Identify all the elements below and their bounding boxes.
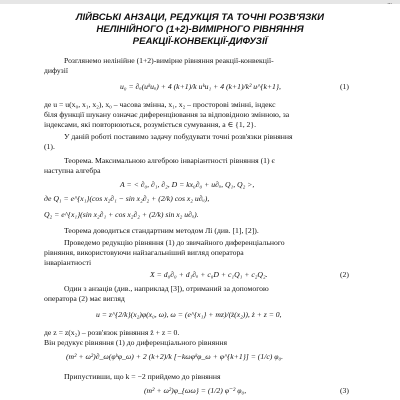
algebra-equation: A = < ∂₀, ∂₁, ∂₂, D = kx₀∂₀ + u∂ᵤ, Q₁, Q₂ >, — [120, 180, 255, 189]
page-top-border — [0, 0, 400, 4]
reduce-line: Він редукує рівняння (1) до диференціального рівняння — [44, 338, 227, 347]
reduction-line-3: інваріантності — [44, 258, 92, 267]
equation-3-number: (3) — [340, 386, 349, 395]
title-line-3: РЕАКЦІЇ-КОНВЕКЦІЇ-ДИФУЗІЇ — [132, 36, 268, 47]
equation-1-number: (1) — [340, 82, 349, 91]
intro-line-2: дифузії — [44, 66, 68, 75]
theorem-line-2: наступна алгебра — [44, 166, 101, 175]
q2-definition: Q₂ = e^{x₁}(sin x₂∂₁ + cos x₂∂₂ + (2/k) sin x₂ u∂ᵤ). — [44, 210, 199, 219]
definition-line-3: індексами, які повторюються, розуміється сумування, a ∈ {1, 2}. — [44, 120, 256, 129]
q1-definition: де Q₁ = e^{x₁}(cos x₂∂₁ − sin x₂∂₂ + (2/k) cos x₂ u∂ᵤ), — [44, 194, 210, 203]
assumption-line: Припустивши, що k = −2 прийдемо до рівняння — [64, 372, 221, 381]
intro-line-1: Розглянемо нелінійне (1+2)-вимірне рівняння реакції-конвекції- — [64, 56, 274, 65]
task-line-2: (1). — [44, 142, 55, 151]
z-definition-line: де z = z(x₂) – розв'язок рівняння z̈ + z = 0. — [44, 328, 180, 337]
running-header: ... — [387, 0, 392, 6]
equation-2: X = d₀∂₀ + d₁∂ₐ + c₀D + c₁Q₁ + c₂Q₂. — [150, 270, 268, 279]
task-line-1: У даній роботі поставимо задачу побудувати точні розв'язки рівняння — [64, 132, 293, 141]
ansatz-line-2: оператора (2) має вигляд — [44, 294, 125, 303]
definition-line-2: біля функції шукану означає диференціювання за відповідною змінною, за — [44, 110, 290, 119]
ansatz-equation: u = z^{2/k}(x₂)φ(x₀, ω), ω = (e^{x₁} + mz)/(ż(x₂)), ż + z = 0, — [96, 310, 282, 319]
reduction-line-1: Проведемо редукцію рівняння (1) до звичайного диференціального — [64, 238, 285, 247]
theorem-line-1: Теорема. Максимальною алгеброю інваріантності рівняння (1) є — [64, 156, 275, 165]
reduction-line-2: рівняння, використовуючи найзагальніший вигляд оператора — [44, 248, 244, 257]
reduced-equation: (m² + ω²)∂_ω(φᵏφ_ω) + 2 (k+2)/k [−kωφᵏφ_ω + φ^{k+1}] = (1/c) φ₀. — [66, 352, 284, 361]
equation-1: u₀ = ∂ₐ(uᵏuₐ) + 4 (k+1)/k uᵏu₁ + 4 (k+1)/k² u^{k+1}, — [120, 82, 281, 91]
title-line-2: НЕЛІНІЙНОГО (1+2)-ВИМІРНОГО РІВНЯННЯ — [96, 24, 304, 35]
equation-3: (m² + ω²)φ_{ωω} = (1/2) φ⁻² φ₀, — [144, 386, 247, 395]
title-line-1: ЛІЙВСЬКІ АНЗАЦИ, РЕДУКЦІЯ ТА ТОЧНІ РОЗВ'ЯЗКИ — [75, 12, 325, 23]
definition-line-1: де u = u(x₀, x₁, x₂), x₀ – часова змінна, x₁, x₂ – просторові змінні, індекс — [44, 100, 276, 109]
equation-2-number: (2) — [340, 270, 349, 279]
ansatz-line-1: Один з анзаців (див., наприклад [3]), отриманий за допомогою — [64, 284, 269, 293]
proof-line: Теорема доводиться стандартним методом Лі (див. [1], [2]). — [64, 226, 259, 235]
